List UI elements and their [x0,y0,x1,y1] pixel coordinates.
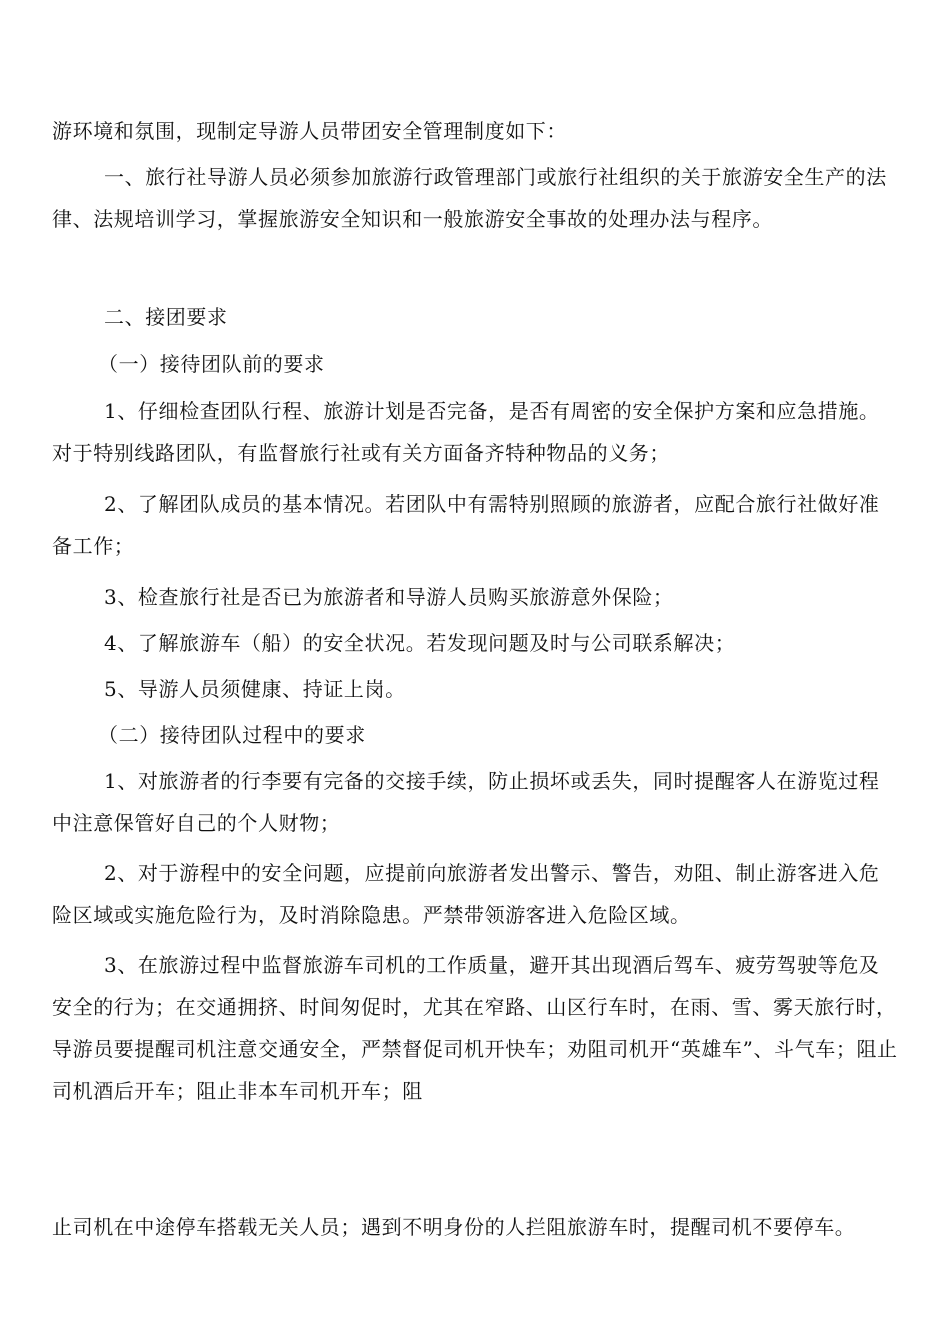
paragraph-section-one: 一、旅行社导游人员必须参加旅游行政管理部门或旅行社组织的关于旅游安全生产的法律、法规培训学习，掌握旅游安全知识和一般旅游安全事故的处理办法与程序。 [52,165,887,231]
paragraph-item-1a: 1、仔细检查团队行程、旅游计划是否完备，是否有周密的安全保护方案和应急措施。对于特别线路团队，有监督旅行社或有关方面备齐特种物品的义务； [52,399,880,465]
paragraph-item-4a: 4、了解旅游车（船）的安全状况。若发现问题及时与公司联系解决； [104,631,736,655]
paragraph-item-5a: 5、导游人员须健康、持证上岗。 [104,677,406,701]
paragraph-item-2a: 2、了解团队成员的基本情况。若团队中有需特别照顾的旅游者，应配合旅行社做好准备工作； [52,492,880,558]
paragraph-continuation: 止司机在中途停车搭载无关人员；遇到不明身份的人拦阻旅游车时，提醒司机不要停车。 [52,1215,856,1239]
subheading-before-reception: （一）接待团队前的要求 [98,352,325,376]
paragraph-item-3b: 3、在旅游过程中监督旅游车司机的工作质量，避开其出现酒后驾车、疲劳驾驶等危及安全的行为；在交通拥挤、时间匆促时，尤其在窄路、山区行车时，在雨、雪、雾天旅行时，导游员要提醒司机注意交通安全，严禁督促司机开快车；劝阻司机开“英雄车”、斗气车；阻止司机酒后开车；阻止非本车司机开车；阻 [52,953,898,1103]
heading-section-two: 二、接团要求 [104,305,228,329]
paragraph-item-2b: 2、对于游程中的安全问题，应提前向旅游者发出警示、警告，劝阻、制止游客进入危险区域或实施危险行为，及时消除隐患。严禁带领游客进入危险区域。 [52,861,880,927]
subheading-during-reception: （二）接待团队过程中的要求 [98,723,366,747]
paragraph-item-3a: 3、检查旅行社是否已为旅游者和导游人员购买旅游意外保险； [104,585,674,609]
paragraph-item-1b: 1、对旅游者的行李要有完备的交接手续，防止损坏或丢失，同时提醒客人在游览过程中注意保管好自己的个人财物； [52,769,880,835]
paragraph-intro-continued: 游环境和氛围，现制定导游人员带团安全管理制度如下： [52,119,567,143]
